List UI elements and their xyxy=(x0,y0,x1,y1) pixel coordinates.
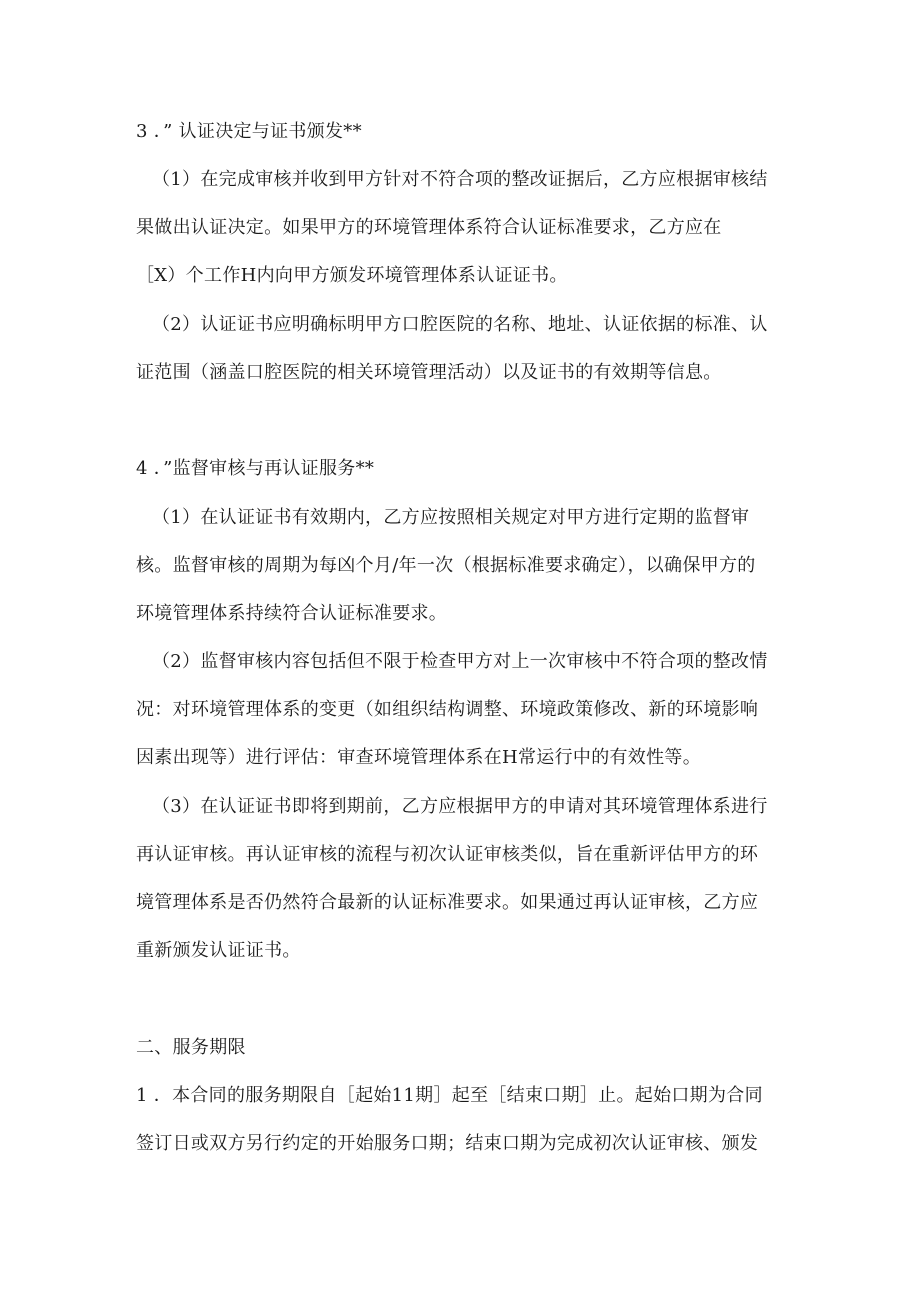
paragraph-line: （3）在认证证书即将到期前，乙方应根据甲方的申请对其环境管理体系进行 xyxy=(152,796,768,817)
paragraph-line: （2）认证证书应明确标明甲方口腔医院的名称、地址、认证依据的标准、认 xyxy=(152,314,768,335)
paragraph-line: 况：对环境管理体系的变更（如组织结构调整、环境政策修改、新的环境影响 xyxy=(136,699,759,720)
paragraph-line: 证范围（涵盖口腔医院的相关环境管理活动）以及证书的有效期等信息。 xyxy=(136,362,722,383)
section4-heading: 4 ．”监督审核与再认证服务** xyxy=(136,458,375,479)
paragraph-line: 核。监督审核的周期为每凶个月/年一次（根据标准要求确定），以确保甲方的 xyxy=(136,555,756,576)
paragraph-line: 再认证审核。再认证审核的流程与初次认证审核类似，旨在重新评估甲方的环 xyxy=(136,844,759,865)
paragraph-line: 签订日或双方另行约定的开始服务口期；结束口期为完成初次认证审核、颁发 xyxy=(136,1133,759,1154)
section3-heading: 3 ．” 认证决定与证书颁发** xyxy=(136,121,362,142)
paragraph-line: （2）监督审核内容包括但不限于检查甲方对上一次审核中不符合项的整改情 xyxy=(152,651,768,672)
paragraph-line: 果做出认证决定。如果甲方的环境管理体系符合认证标准要求，乙方应在 xyxy=(136,217,722,238)
paragraph-line: 1 ．本合同的服务期限自［起始11期］起至［结束口期］止。起始口期为合同 xyxy=(136,1085,763,1106)
paragraph-line: 因素出现等）进行评估：审查环境管理体系在H常运行中的有效性等。 xyxy=(136,747,701,768)
paragraph-line: ［X）个工作H内向甲方颁发环境管理体系认证证书。 xyxy=(136,265,568,286)
paragraph-line: （1）在完成审核并收到甲方针对不符合项的整改证据后，乙方应根据审核结 xyxy=(152,169,768,190)
paragraph-line: 环境管理体系持续符合认证标准要求。 xyxy=(136,603,448,624)
paragraph-line: 重新颁发认证证书。 xyxy=(136,940,301,961)
part2-heading: 二、服务期限 xyxy=(136,1037,246,1058)
paragraph-line: 境管理体系是否仍然符合最新的认证标准要求。如果通过再认证审核，乙方应 xyxy=(136,892,759,913)
paragraph-line: （1）在认证证书有效期内，乙方应按照相关规定对甲方进行定期的监督审 xyxy=(152,507,750,528)
